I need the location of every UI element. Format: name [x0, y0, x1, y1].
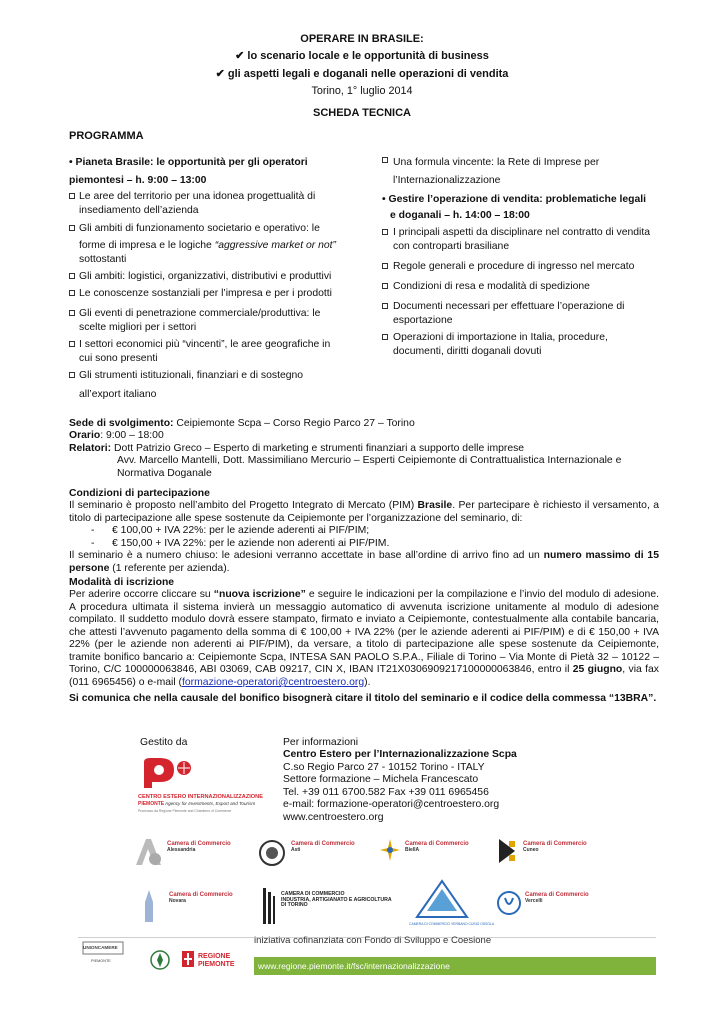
logo-cc-cuneo: Camera di Commercio Cuneo: [523, 841, 587, 853]
email-link[interactable]: formazione-operatori@centroestero.org: [182, 676, 365, 688]
footer-url-band: [254, 957, 656, 975]
novara-emblem-icon: [139, 888, 159, 924]
checkbox-icon: [69, 273, 75, 279]
logo-cc-verbano: CAMERA DI COMMERCIO VERBANO CUSIO OSSOLA: [409, 922, 495, 926]
orario-row: Orario: 9:00 – 18:00: [69, 430, 164, 442]
program-left-column: [69, 154, 341, 405]
ceip-logo-line2a: PIEMONTE: [138, 801, 165, 807]
svg-text:REGIONE: REGIONE: [198, 953, 231, 960]
list-item: Documenti necessari per effettuare l’operazione di esportazione: [382, 300, 658, 328]
verbano-emblem-icon: [407, 877, 495, 927]
checkbox-icon: [382, 334, 388, 340]
price-item: - € 150,00 + IVA 22%: per le aziende non aderenti ai PIF/PIM.: [91, 537, 390, 549]
list-item: I settori economici più “vincenti”, le aree geografiche in cui sono presenti: [69, 338, 341, 366]
modalita-paragraph: Per aderire occorre cliccare su “nuova iscrizione” e seguire le indicazioni per la compilazione e l’invio del modulo di adesione. A procedura ultimata il sistema invierà un messaggio automatico di avvenuta iscrizione unitamente al modulo di adesione compilato. Il suddetto modulo dovrà essere stampato, firmato e inviato a Ceipiemonte, contestualmente alla contabile bancaria, che attesti l’avvenuto pagamento della somma di € 100,00 + IVA 22% (per le aziende aderenti ai PIF/PIM) e di € 150,00 + IVA 22% (per le aziende non aderenti ai PIF/PIM), da versare, a titolo di partecipazione alle spese sostenute da Ceipiemonte, tramite bonifico bancario a: Ceipiemonte Scpa, INTESA SAN PAOLO S.P.A., Filiale di Torino – Via Monte di Pietà 32 – 10122 – Torino, C/C 100000063846, ABI 03069, CAB 09217, CIN X, IBAN IT21X0306909217100000063846, entro il 25 giugno, via fax (011 6965456) o e-mail (formazione-operatori@centroestero.org).: [69, 589, 660, 688]
list-item: Gli strumenti istituzionali, finanziari e di sostegno all’export italiano: [69, 369, 341, 402]
svg-text:PIEMONTE: PIEMONTE: [198, 961, 235, 968]
list-item: Operazioni di importazione in Italia, procedure, documenti, diritti doganali dovuti: [382, 331, 658, 359]
list-item: Regole generali e procedure di ingresso nel mercato: [382, 260, 658, 274]
org-name: Centro Estero per l’Internazionalizzazione Scpa: [283, 749, 517, 761]
logo-cc-asti: Camera di Commercio Asti: [291, 841, 355, 853]
doc-date: Torino, 1° luglio 2014: [311, 85, 413, 98]
check-icon: ✔: [215, 67, 225, 80]
checkbox-icon: [69, 290, 75, 296]
list-item: Le aree del territorio per una idonea progettualità di insediamento dell’azienda: [69, 190, 341, 218]
list-item: Le conoscenze sostanziali per l’impresa e per i prodotti: [69, 287, 341, 301]
programma-heading: PROGRAMMA: [69, 130, 144, 142]
regione-piemonte-logo: [148, 945, 244, 975]
relatori-row: Relatori: Dott Patrizio Greco – Esperto di marketing e strumenti finanziari a supporto delle imprese: [69, 442, 525, 454]
modalita-section: [69, 577, 659, 689]
checkbox-icon: [69, 310, 75, 316]
doc-title: OPERARE IN BRASILE:: [300, 33, 424, 45]
list-item: Gli ambiti: logistici, organizzativi, distributivi e produttivi: [69, 270, 341, 284]
event-info: Sede di svolgimento: Ceipiemonte Scpa – Corso Regio Parco 27 – Torino Orario: 9:00 – 18:00 Relatori: Dott Patrizio Greco – Esperto di marketing e strumenti finanziari a supporto delle imprese Avv. Marcello Mantelli, Dott. Massimiliano Mercurio – Esperti Ceipiemonte di Contrattualistica Internazionale e Normativa Doganale: [69, 418, 659, 480]
logo-cc-torino: CAMERA DI COMMERCIO INDUSTRIA, ARTIGIANATO E AGRICOLTURA DI TORINO: [281, 891, 392, 909]
list-item: Gli eventi di penetrazione commerciale/produttiva: le scelte migliori per i settori: [69, 307, 341, 335]
svg-text:UNIONCAMERE: UNIONCAMERE: [83, 945, 118, 950]
condizioni-heading: Condizioni di partecipazione: [69, 488, 210, 499]
checkbox-icon: [69, 225, 75, 231]
doc-subtitle-1: ✔ lo scenario locale e le opportunità di business: [235, 50, 489, 63]
biella-emblem-icon: [378, 837, 402, 863]
logo-cc-novara: Camera di Commercio Novara: [169, 892, 233, 904]
asti-emblem-icon: [258, 839, 286, 867]
sede-row: Sede di svolgimento: Ceipiemonte Scpa – Corso Regio Parco 27 – Torino: [69, 418, 415, 429]
logo-cc-biella: Camera di Commercio BiellA: [405, 841, 469, 853]
checkbox-icon: [382, 229, 388, 235]
program-right-column: [382, 154, 658, 362]
doc-subtitle-2: ✔ gli aspetti legali e doganali nelle operazioni di vendita: [215, 67, 509, 80]
cofinanziata-note: iniziativa cofinanziata con Fondo di Sviluppo e Coesione: [254, 935, 492, 946]
chamber-logos-row-1: [125, 833, 605, 877]
checkbox-icon: [69, 193, 75, 199]
list-item: Gli ambiti di funzionamento societario e operativo: le forme di impresa e le logiche “aggressive market or not” sottostanti: [69, 222, 341, 267]
list-item: I principali aspetti da disciplinare nel contratto di vendita con controparti brasiliane: [382, 226, 658, 254]
scheda-tecnica-heading: SCHEDA TECNICA: [313, 107, 411, 120]
nuova-iscrizione-link[interactable]: “nuova iscrizione”: [213, 589, 306, 601]
session-heading-morning: • Pianeta Brasile: le opportunità per gli operatori piemontesi – h. 9:00 – 13:00: [69, 157, 308, 187]
condizioni-section: [69, 488, 659, 575]
checkbox-icon: [382, 263, 388, 269]
price-item: - € 100,00 + IVA 22%: per le aziende aderenti ai PIF/PIM;: [91, 525, 370, 537]
contact-info: Per informazioni Centro Estero per l’Internazionalizzazione Scpa C.so Regio Parco 27 - 10152 Torino - ITALY Settore formazione – Michela Francescato Tel. +39 011 6700.582 Fax +39 011 6965456 e-mail: formazione-operatori@centroestero.org www.centroestero.org: [283, 737, 517, 823]
cuneo-emblem-icon: [495, 837, 519, 865]
logo-cc-vercelli: Camera di Commercio Vercelli: [525, 892, 589, 904]
document-header: [0, 33, 724, 121]
list-item: Condizioni di resa e modalità di spedizione: [382, 280, 658, 294]
checkbox-icon: [69, 341, 75, 347]
alessandria-emblem-icon: [133, 837, 163, 867]
session-heading-afternoon: • Gestire l’operazione di vendita: problematiche legali e doganali – h. 14:00 – 18:00: [382, 194, 647, 221]
list-item: Una formula vincente: la Rete di Imprese per l’Internazionalizzazione: [382, 154, 658, 189]
check-icon: ✔: [235, 50, 245, 63]
ceip-logo-line2b: Agency for Investments, Export and Tourism: [165, 801, 256, 806]
contact-email[interactable]: e-mail: formazione-operatori@centroestero.org: [283, 799, 500, 811]
svg-text:PIEMONTE: PIEMONTE: [91, 959, 111, 963]
checkbox-icon: [382, 157, 388, 163]
torino-emblem-icon: [262, 886, 276, 926]
gestito-label: Gestito da: [140, 737, 188, 748]
checkbox-icon: [382, 283, 388, 289]
ceip-logo-line3: Promosso da Regione Piemonte and Chambers of Commerce: [138, 809, 232, 813]
unioncamere-logo: [79, 940, 127, 966]
ceipiemonte-logo: [138, 758, 268, 816]
checkbox-icon: [382, 303, 388, 309]
ceip-logo-line1: CENTRO ESTERO INTERNAZIONALIZZAZIONE: [138, 794, 263, 800]
vercelli-emblem-icon: [497, 890, 521, 916]
chamber-logos-row-2: [125, 882, 605, 930]
website-link[interactable]: www.centroestero.org: [283, 811, 384, 823]
causale-note: Si comunica che nella causale del bonifico bisognerà citare il titolo del seminario e il codice della commessa “13BRA”.: [69, 693, 657, 704]
condizioni-paragraph: Il seminario è proposto nell’ambito del Progetto Integrato di Mercato (PIM) Brasile. Per partecipare è richiesto il versamento, a titolo di partecipazione alle spese sostenute da Ceipiemonte per l’organizzazione del seminario, di:: [69, 500, 659, 524]
numero-chiuso-paragraph: Il seminario è a numero chiuso: le adesioni verranno accettate in base all’ordine di arrivo fino ad un numero massimo di 15 persone (1 referente per azienda).: [69, 550, 659, 574]
checkbox-icon: [69, 372, 75, 378]
modalita-heading: Modalità di iscrizione: [69, 577, 175, 588]
footer-url-link[interactable]: www.regione.piemonte.it/fsc/internazionalizzazione: [258, 961, 450, 971]
logo-cc-alessandria: Camera di Commercio Alessandria: [167, 841, 231, 853]
